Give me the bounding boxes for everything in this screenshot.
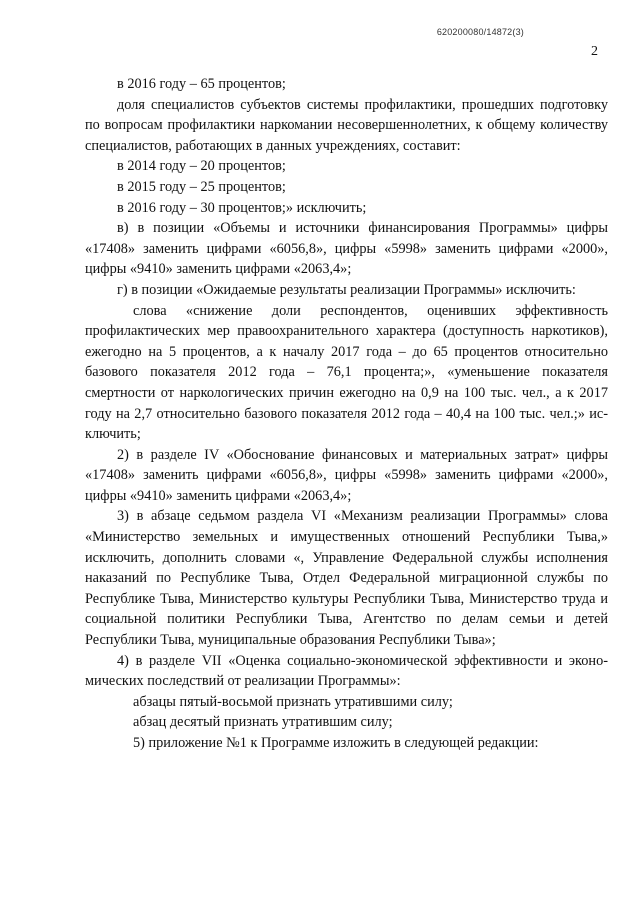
paragraph-item-v-funding: в) в позиции «Объемы и источники финансирования Программы» цифры «17408» заменить цифрами «6056,8», цифры «5998» заменить цифрами «2000», цифры «9410» заменить цифрами «2063,4»; <box>85 220 608 278</box>
document-body <box>85 74 608 754</box>
paragraph-paragraph-10-void: абзац десятый признать утратившим силу; <box>133 714 393 731</box>
document-id: 620200080/14872(3) <box>436 27 524 37</box>
paragraph-words-exclude: слова «снижение доли респондентов, оценивших эффективность профилактических мер правоохранительного характера (доступность наркотиков), ежегодно на 5 процентов, а к началу 2017 года – до 65 процентов относительно базового показателя 2012 года – 76,1 процента;», «уменьшение показателя смертности от наркологических причин ежегодно на 0,9 на 100 тыс. чел., а к 2017 году на 2,7 относительно базового показателя 2012 года – 40,4 на 100 тыс. чел.;» исключить; <box>85 302 608 443</box>
paragraph-2014-20-percent: в 2014 году – 20 процентов; <box>117 158 286 175</box>
paragraph-2016-65-percent: в 2016 году – 65 процентов; <box>117 76 286 92</box>
paragraph-item-3-section-vi: 3) в абзаце седьмом раздела VI «Механизм реализации Программы» слова «Министерство земельных и имущественных отношений Республики Тыва,» исключить, дополнить словами «, Управление Федеральной службы исполнения наказаний по Республике Тыва, Отдел Федеральной миграционной службы по Республике Тыва, Министерство культуры Республики Тыва, Министерство труда и социальной политики Республики Тыва, Агентство по делам семьи и детей Республики Тыва, муниципальные образования Республики Тыва»; <box>85 508 608 649</box>
paragraph-paragraphs-5-8-void: абзацы пятый-восьмой признать утратившими силу; <box>133 693 453 710</box>
paragraph-item-4-section-vii: 4) в разделе VII «Оценка социально-экономической эффективности и экономических последствий от реализации Программы»: <box>85 652 608 690</box>
paragraph-2016-30-percent: в 2016 году – 30 процентов;» исключить; <box>117 199 367 216</box>
paragraph-item-g-results: г) в позиции «Ожидаемые результаты реализации Программы» исключить: <box>117 281 576 298</box>
page-number: 2 <box>591 44 598 59</box>
paragraph-2015-25-percent: в 2015 году – 25 процентов; <box>117 178 286 195</box>
paragraph-item-2-section-iv: 2) в разделе IV «Обоснование финансовых и материальных затрат» цифры «17408» заменить цифрами «6056,8», цифры «5998» заменить цифрами «2000», цифры «9410» заменить цифрами «2063,4»; <box>85 446 608 504</box>
paragraph-item-5-appendix: 5) приложение №1 к Программе изложить в следующей редакции: <box>133 735 539 751</box>
paragraph-specialists-share: доля специалистов субъектов системы профилактики, прошедших подготовку по вопросам профилактики наркомании несовершеннолетних, к общему количеству специалистов, работающих в данных учреждениях, составит: <box>85 96 608 154</box>
